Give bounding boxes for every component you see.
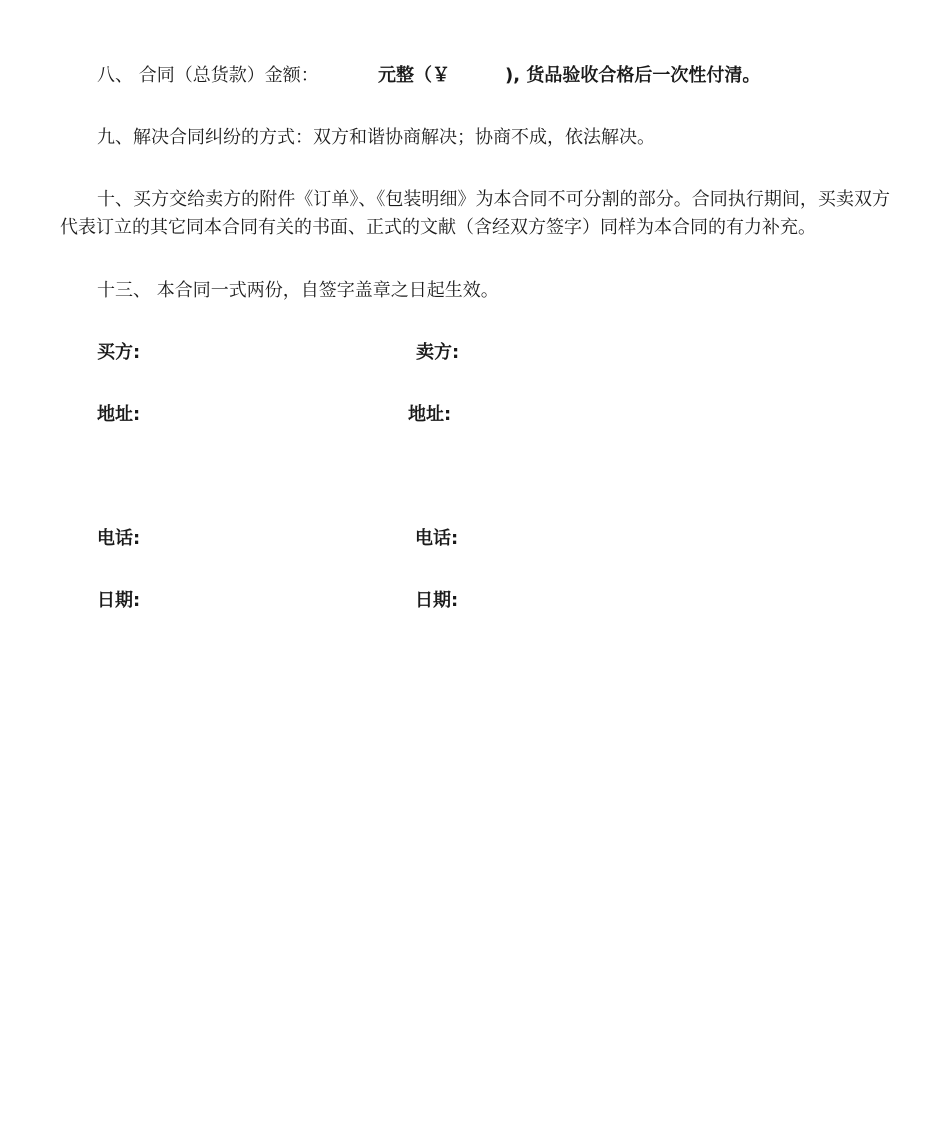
- seller-label: 卖方:: [416, 342, 460, 363]
- clause-eight-amount-unit: 元整（￥: [378, 65, 450, 86]
- clause-eight-label: 八、 合同（总货款）金额：: [97, 65, 319, 86]
- seller-date-label: 日期:: [415, 590, 459, 611]
- buyer-date-label: 日期:: [97, 590, 141, 611]
- clause-eight-payment-terms: ), 货品验收合格后一次性付清。: [505, 65, 761, 86]
- buyer-label: 买方:: [97, 342, 141, 363]
- clause-ten: 十、买方交给卖方的附件《订单》、《包装明细》为本合同不可分割的部分。合同执行期间，买卖双方代表订立的其它同本合同有关的书面、正式的文献（含经双方签字）同样为本合同的有力补充。: [60, 189, 890, 238]
- clause-nine: 九、解决合同纠纷的方式：双方和谐协商解决；协商不成，依法解决。: [97, 127, 655, 148]
- seller-phone-label: 电话:: [415, 528, 459, 549]
- seller-address-label: 地址:: [408, 404, 452, 425]
- buyer-address-label: 地址:: [97, 404, 141, 425]
- buyer-phone-label: 电话:: [97, 528, 141, 549]
- clause-thirteen: 十三、 本合同一式两份，自签字盖章之日起生效。: [97, 280, 499, 301]
